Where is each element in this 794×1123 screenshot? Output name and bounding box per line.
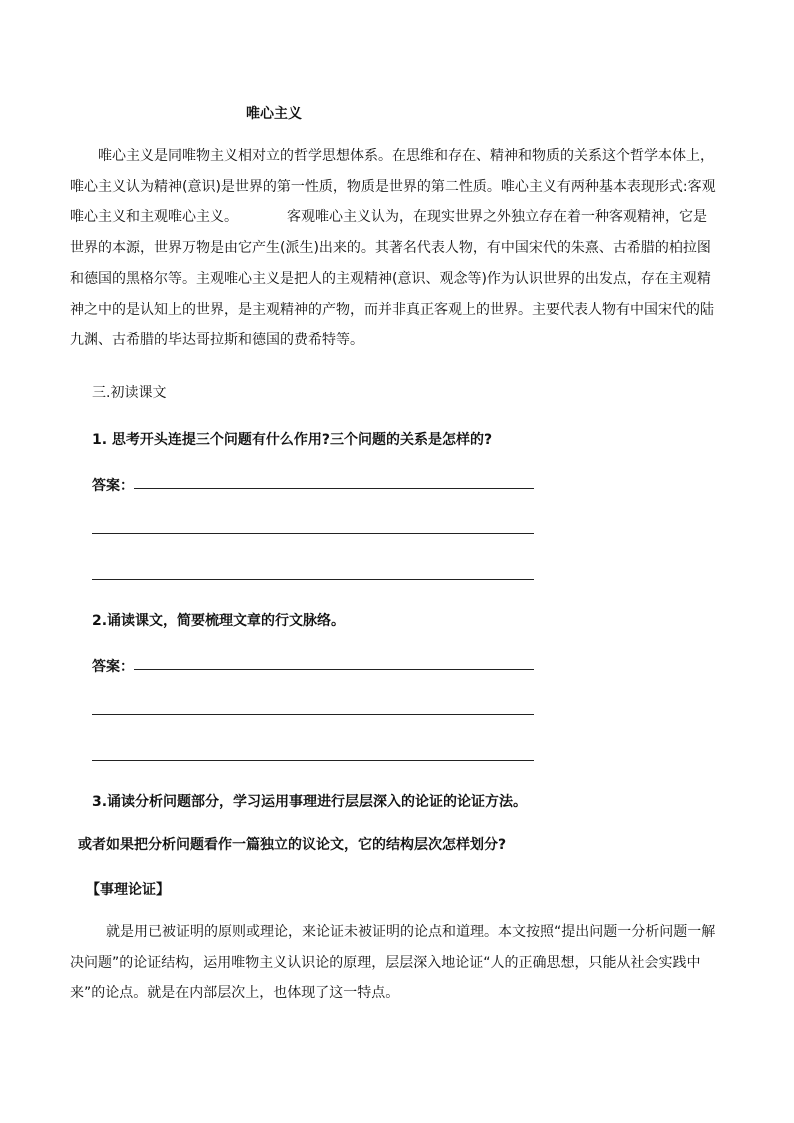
paragraph-line: 唯心主义认为精神(意识)是世界的第一性质，物质是世界的第二性质。唯心主义有两种基本表现形式:客观 [70, 178, 716, 195]
paragraph-line: 决问题”的论证结构，运用唯物主义认识论的原理，层层深入地论证“人的正确思想，只能从社会实践中 [70, 954, 701, 971]
paragraph-line: 唯心主义是同唯物主义相对立的哲学思想体系。在思维和存在、精神和物质的关系这个哲学本体上， [98, 148, 714, 164]
paragraph-line: 九渊、古希腊的毕达哥拉斯和德国的费希特等。 [70, 332, 364, 349]
idealism-paragraph [70, 141, 730, 356]
reasoning-paragraph [70, 917, 730, 1009]
answer-label: 答案： [92, 478, 134, 494]
paragraph-line: 神之中的是认知上的世界，是主观精神的产物，而并非真正客观上的世界。主要代表人物有中国宋代的陆 [70, 301, 714, 318]
question-1: 1. 思考开头连提三个问题有什么作用?三个问题的关系是怎样的? [92, 432, 493, 448]
answer-line[interactable] [92, 714, 534, 715]
answer-line[interactable] [92, 760, 534, 761]
answer-line[interactable] [134, 669, 534, 670]
answer-line[interactable] [92, 579, 534, 580]
page-title: 唯心主义 [246, 106, 302, 122]
question-3: 3.诵读分析问题部分，学习运用事理进行层层深入的论证的论证方法。 [92, 794, 528, 810]
box-heading: 【事理论证】 [86, 882, 170, 898]
paragraph-line: 就是用已被证明的原则或理论，来论证未被证明的论点和道理。本文按照“提出问题一分析问题一解 [106, 924, 716, 940]
question-2: 2.诵读课文，简要梳理文章的行文脉络。 [92, 613, 346, 629]
paragraph-line: 来”的论点。就是在内部层次上，也体现了这一特点。 [70, 985, 400, 1002]
answer-line[interactable] [134, 488, 534, 489]
paragraph-line: 和德国的黑格尔等。主观唯心主义是把人的主观精神(意识、观念等)作为认识世界的出发点，存在主观精 [70, 270, 711, 287]
paragraph-line: 世界的本源，世界万物是由它产生(派生)出来的。其著名代表人物，有中国宋代的朱熹、古希腊的柏拉图 [70, 240, 711, 257]
answer-label: 答案： [92, 659, 134, 675]
answer-line[interactable] [92, 533, 534, 534]
paragraph-line: 唯心主义和主观唯心主义。 客观唯心主义认为，在现实世界之外独立存在着一种客观精神，它是 [70, 209, 707, 226]
section-heading: 三.初读课文 [92, 385, 167, 401]
question-3-sub: 或者如果把分析问题看作一篇独立的议论文，它的结构层次怎样划分? [78, 837, 507, 853]
